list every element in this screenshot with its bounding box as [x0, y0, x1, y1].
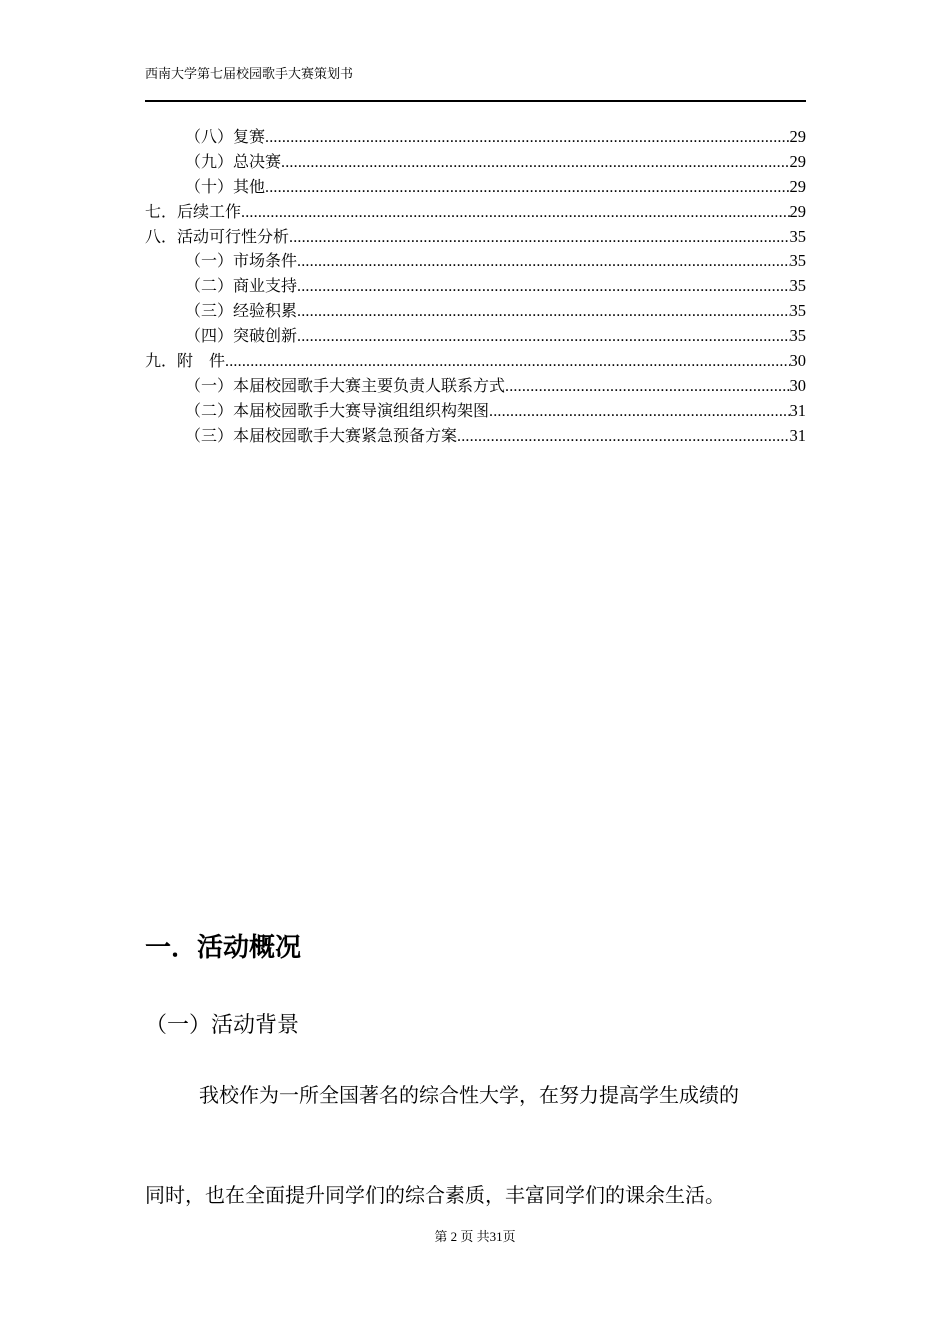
toc-dot-leader — [225, 350, 789, 375]
toc-entry-page: 29 — [789, 176, 806, 196]
toc-dot-leader — [289, 226, 789, 251]
toc-entry-page: 35 — [789, 326, 806, 346]
page-footer-page-number: 第 2 页 共31页 — [434, 1229, 516, 1244]
toc-entry-label: （二）本届校园歌手大赛导演组组织构架图 — [185, 400, 490, 420]
toc-entry-label: 八．活动可行性分析 — [145, 226, 290, 246]
toc-dot-leader — [489, 400, 789, 425]
toc-entry[interactable] — [145, 274, 806, 299]
toc-entry-label: （三）经验积累 — [185, 301, 298, 321]
toc-entry-label: （三）本届校园歌手大赛紧急预备方案 — [185, 425, 458, 445]
toc-dot-leader — [297, 275, 789, 300]
subsection-heading: （一）活动背景 — [145, 1013, 300, 1038]
toc-dot-leader — [297, 300, 789, 325]
table-of-contents — [145, 125, 806, 449]
toc-entry[interactable] — [145, 150, 806, 175]
toc-dot-leader — [281, 151, 789, 176]
toc-dot-leader — [457, 425, 789, 450]
toc-entry[interactable] — [145, 200, 806, 225]
toc-entry-page: 29 — [789, 127, 806, 146]
toc-entry-page: 29 — [789, 151, 806, 171]
section-heading: 一．活动概况 — [145, 933, 302, 963]
toc-entry[interactable] — [145, 399, 806, 424]
body-paragraph-line: 我校作为一所全国著名的综合性大学，在努力提高学生成绩的 — [199, 1083, 739, 1107]
body-paragraph-line: 同时，也在全面提升同学们的综合素质，丰富同学们的课余生活。 — [145, 1183, 725, 1207]
toc-entry-page: 31 — [789, 425, 806, 445]
toc-entry-page: 30 — [789, 351, 806, 371]
toc-dot-leader — [265, 126, 789, 151]
page-header-title: 西南大学第七届校园歌手大赛策划书 — [145, 67, 354, 82]
toc-entry[interactable] — [145, 349, 806, 374]
toc-entry-page: 30 — [789, 375, 806, 395]
toc-entry[interactable] — [145, 374, 806, 399]
toc-entry[interactable] — [145, 324, 806, 349]
toc-dot-leader — [505, 375, 789, 400]
toc-dot-leader — [297, 250, 789, 275]
toc-entry-label: （八）复赛 — [185, 127, 266, 146]
toc-dot-leader — [241, 201, 789, 226]
toc-dot-leader — [265, 176, 789, 201]
toc-entry[interactable] — [145, 299, 806, 324]
toc-entry-label: （一）市场条件 — [185, 251, 298, 271]
toc-entry-label: （九）总决赛 — [185, 151, 282, 171]
toc-entry[interactable] — [145, 175, 806, 200]
toc-entry-label: （四）突破创新 — [185, 326, 298, 346]
toc-entry-label: （十）其他 — [185, 176, 266, 196]
toc-entry-label: （二）商业支持 — [185, 276, 298, 296]
toc-entry-label: 九．附 件 — [145, 351, 226, 371]
toc-dot-leader — [297, 325, 789, 350]
toc-entry-label: （一）本届校园歌手大赛主要负责人联系方式 — [185, 375, 506, 395]
toc-entry[interactable] — [145, 225, 806, 250]
header-divider — [145, 100, 806, 102]
toc-entry[interactable] — [145, 424, 806, 449]
toc-entry-page: 35 — [789, 251, 806, 271]
toc-entry-page: 31 — [789, 400, 806, 420]
toc-entry[interactable] — [145, 125, 806, 150]
toc-entry-page: 35 — [789, 226, 806, 246]
toc-entry[interactable] — [145, 249, 806, 274]
toc-entry-page: 35 — [789, 301, 806, 321]
toc-entry-page: 29 — [789, 201, 806, 221]
toc-entry-label: 七．后续工作 — [145, 201, 242, 221]
toc-entry-page: 35 — [789, 276, 806, 296]
